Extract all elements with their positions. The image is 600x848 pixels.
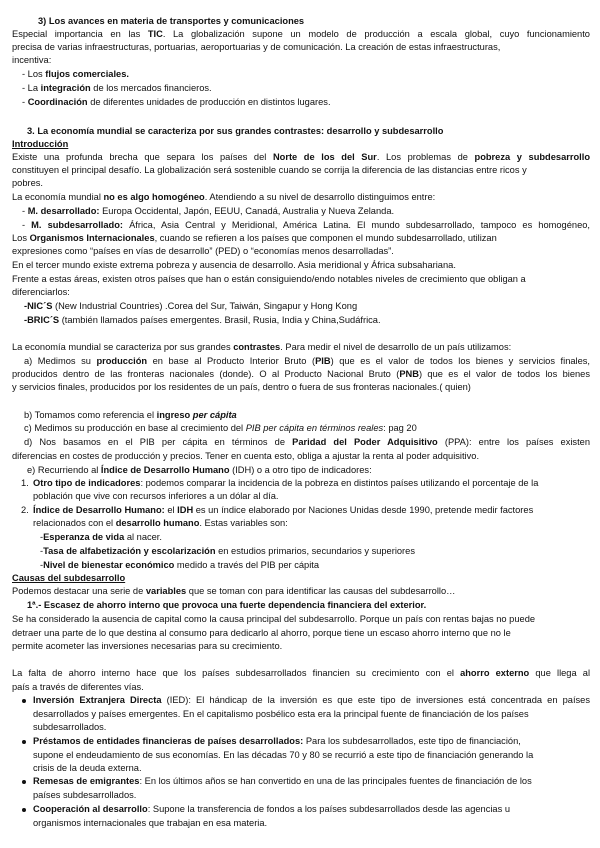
paragraph-line: precisa de varias infraestructuras, portuarias, aeroportuarias y de comunicación. La creación de estas infraestructuras, [12,42,501,52]
bold-text: Otro tipo de indicadores [33,478,141,488]
text: b) Tomamos como referencia el [24,410,157,420]
list-number: 2. [21,505,29,515]
bold-text: Índice de Desarrollo Humano [100,465,230,475]
text: La falta de ahorro interno hace que los países subdesarrollados financien su crecimiento con el [12,668,461,678]
text: Para los subdesarrollados, este tipo de financiación, [303,736,521,746]
subsection-title-introduccion: Introducción [12,139,69,149]
paragraph-line: Se ha considerado la ausencia de capital como la causa principal del subdesarrollo. Porque un país con rentas bajas no puede [12,614,536,624]
text: - [22,220,32,230]
paragraph-line: constituyen el principal desafío. La globalización será sostenible cuando se corrija la diferencia de las distancias entre ricos y [12,165,527,175]
list-item-continuation [33,517,590,529]
bullet-item-continuation: organismos internacionales que trabajan en esa materia. [33,818,268,828]
bold-text: desarrollo humano [115,518,200,528]
list-item [22,96,590,108]
bullet-item-continuation: desarrollados y países emergentes. En el capitalismo posbélico esta era la principal fuente de financiación de los países [33,709,529,719]
paragraph-line: Frente a estas áreas, existen otros países que han o están consiguiendo/endo notables niveles de crecimiento que obligan a [12,274,526,284]
bold-text: Tasa de alfabetización y escolarización [43,546,216,556]
bold-text: Remesas de emigrantes [33,776,140,786]
text: : En los últimos años se han convertido en una de las principales fuentes de financiación de los [139,776,532,786]
paragraph-line [12,191,590,203]
bold-text: M. desarrollado: [27,206,100,216]
list-item [22,68,590,80]
paragraph-line [24,436,590,448]
section-heading-transportes: 3) Los avances en materia de transportes y comunicaciones [38,16,305,26]
text: , cuando se refieren a los países que componen el mundo subdesarrollado, utilizan [154,233,497,243]
bold-text: Organismos Internacionales [29,233,155,243]
text: - La [22,83,41,93]
text: Europa Occidental, Japón, EEUU, Canadá, Australia y Nueva Zelanda. [99,206,395,216]
text: medido a través del PIB per cápita [174,560,320,570]
text: África, Asia Central y Meridional, América Latina. El mundo subdesarrollado, tampoco es homogéneo, [123,220,590,230]
text: al nacer. [124,532,162,542]
bold-text: IDH [177,505,194,515]
bold-text: -BRIC´S [24,315,60,325]
bold-text: Préstamos de entidades financieras de países desarrollados: [33,736,304,746]
paragraph-line [12,667,590,679]
bold-text: Índice de Desarrollo Humano: [33,505,165,515]
bold-text: variables [145,586,187,596]
bold-text: ahorro externo [460,668,530,678]
bold-text: Cooperación al desarrollo [33,804,148,814]
bullet-item [33,694,590,706]
paragraph-line: diferencias en costes de producción y precios. Tener en cuenta esto, obliga a ajustar la renta al poder adquisitivo. [12,451,480,461]
paragraph-line [24,409,590,421]
bold-text: contrastes [233,342,281,352]
text: Los [12,233,30,243]
bold-text: pobreza y subdesarrollo [474,152,590,162]
paragraph-line: país a través de diferentes vías. [12,682,144,692]
bullet-item [33,735,590,747]
text: e) Recurriendo al [27,465,101,475]
variable-item [40,559,590,571]
paragraph-line [12,585,590,597]
bold-text: -NIC´S [24,301,53,311]
variable-item [40,545,590,557]
paragraph-line [12,232,590,244]
paragraph-line: diferenciarlos: [12,287,70,297]
bold-text: Esperanza de vida [43,532,125,542]
paragraph-line: En el tercer mundo existe extrema pobreza y ausencia de desarrollo. Asia meridional y África subsahariana. [12,260,456,270]
text: - [22,206,28,216]
bullet-item-continuation: subdesarrollados. [33,722,107,732]
text: - [40,546,44,556]
list-number: 1. [21,478,29,488]
bullet-icon [22,780,26,784]
text: . Estas variables son: [199,518,288,528]
text: Existe una profunda brecha que separa los países del [12,152,273,162]
bold-text: M. subdesarrollado: [31,220,123,230]
cause-heading: 1ª.- Escasez de ahorro interno que provoca una fuerte dependencia financiera del exterior. [27,600,427,610]
list-item [22,205,590,217]
paragraph-line: incentiva: [12,55,52,65]
text: (IDH) o a otro tipo de indicadores: [229,465,372,475]
bold-italic-text: per cápita [192,410,237,420]
text: . Para medir el nivel de desarrollo de un país utilizamos: [280,342,512,352]
text: : pag 20 [383,423,417,433]
text: Especial importancia en las [12,29,148,39]
text: : Supone la transferencia de fondos a los países subdesarrollados desde las agencias u [147,804,511,814]
text: producidos dentro de las fronteras nacionales (donde). O al Producto Nacional Bruto ( [12,369,400,379]
text: de diferentes unidades de producción en distintos lugares. [87,97,331,107]
paragraph-line [12,28,590,40]
text: ) que es el valor de todos los bienes y servicios finales, [330,356,591,366]
text: . La globalización supone un modelo de producción a escala global, cuyo funcionamiento [162,29,590,39]
bold-text: Inversión Extranjera Directa [33,695,162,705]
paragraph-line [24,422,590,434]
subsection-title-causas: Causas del subdesarrollo [12,573,126,583]
paragraph-line [24,355,590,367]
bullet-item-continuation: supone el endeudamiento de sus economías. En las décadas 70 y 80 se recurrió a este tipo de financiación generando la [33,750,534,760]
bold-text: Paridad del Poder Adquisitivo [292,437,438,447]
text: ) que es el valor de todos los bienes [418,369,591,379]
section-heading-economia: 3. La economía mundial se caracteriza por sus grandes contrastes: desarrollo y subdesarrollo [27,126,444,136]
text: a) Medimos su [24,356,97,366]
text: el [164,505,178,515]
bold-text: integración [40,83,91,93]
bold-text: PIB [315,356,331,366]
paragraph-line: y servicios finales, producidos por los residentes de un país, dentro o fuera de sus fronteras nacionales.( quien) [12,382,471,392]
bold-text: PNB [399,369,419,379]
text: en base al Producto Interior Bruto ( [147,356,316,366]
bold-text: Norte de los del Sur [272,152,377,162]
bold-text: producción [96,356,148,366]
bold-text: ingreso [156,410,193,420]
text: - [22,97,28,107]
text: relacionados con el [33,518,116,528]
text: de los mercados financieros. [90,83,212,93]
list-item [33,504,590,516]
paragraph-line [27,464,590,476]
list-item [24,300,590,312]
text: d) Nos basamos en el PIB per cápita en términos de [24,437,293,447]
list-item [33,477,590,489]
text: La economía mundial [12,192,104,202]
text: Podemos destacar una serie de [12,586,146,596]
paragraph-line [12,341,590,353]
list-item [22,82,590,94]
variable-item [40,531,590,543]
italic-text: PIB per cápita en términos reales [245,423,384,433]
paragraph-line [12,368,590,380]
paragraph-line [12,151,590,163]
text: es un índice elaborado por Naciones Unidas desde 1990, pretende medir factores [193,505,534,515]
text: en estudios primarios, secundarios y superiores [215,546,415,556]
bullet-item-continuation: crisis de la deuda externa. [33,763,142,773]
text: (New Industrial Countries) .Corea del Sur, Taiwán, Singapur y Hong Kong [52,301,358,311]
bold-text: no es algo homogéneo [103,192,205,202]
bold-text: flujos comerciales. [45,69,129,79]
bullet-item-continuation: países subdesarrollados. [33,790,137,800]
paragraph-line: detraer una parte de lo que destina al consumo para dedicarlo al ahorro, porque tiene un escaso ahorro interno que no le [12,628,511,638]
text: : podemos comparar la incidencia de la pobreza en distintos países utilizando el porcentaje de la [140,478,539,488]
text: (también llamados países emergentes. Brasil, Rusia, India y China,Sudáfrica. [59,315,381,325]
bullet-icon [22,740,26,744]
bold-text: Coordinación [27,97,88,107]
bullet-item [33,775,590,787]
text: . Los problemas de [376,152,475,162]
text: (PPA): entre los países existen [437,437,591,447]
text: La economía mundial se caracteriza por sus grandes [12,342,234,352]
bold-text: TIC [147,29,163,39]
paragraph-line: expresiones como “países en vías de desarrollo” (PED) o “economías menos desarrolladas”. [12,246,394,256]
text: que se toman con para identificar las causas del subdesarrollo… [186,586,456,596]
text: (IED): El hándicap de la inversión es que este tipo de inversiones está concentrada en países [161,695,590,705]
paragraph-line: pobres. [12,178,44,188]
text: - Los [22,69,46,79]
list-item [24,314,590,326]
bullet-icon [22,699,26,703]
paragraph-line: permite acometer las inversiones necesarias para su crecimiento. [12,641,283,651]
text: - [40,560,44,570]
bullet-item [33,803,590,815]
text: que llega al [529,668,591,678]
text: c) Medimos su producción en base al crecimiento del [24,423,246,433]
text: - [40,532,44,542]
list-item-continuation: población que vive con recursos inferiores a un dólar al día. [33,491,279,501]
list-item [22,219,590,231]
bullet-icon [22,808,26,812]
bold-text: Nivel de bienestar económico [43,560,175,570]
text: . Atendiendo a su nivel de desarrollo distinguimos entre: [204,192,436,202]
